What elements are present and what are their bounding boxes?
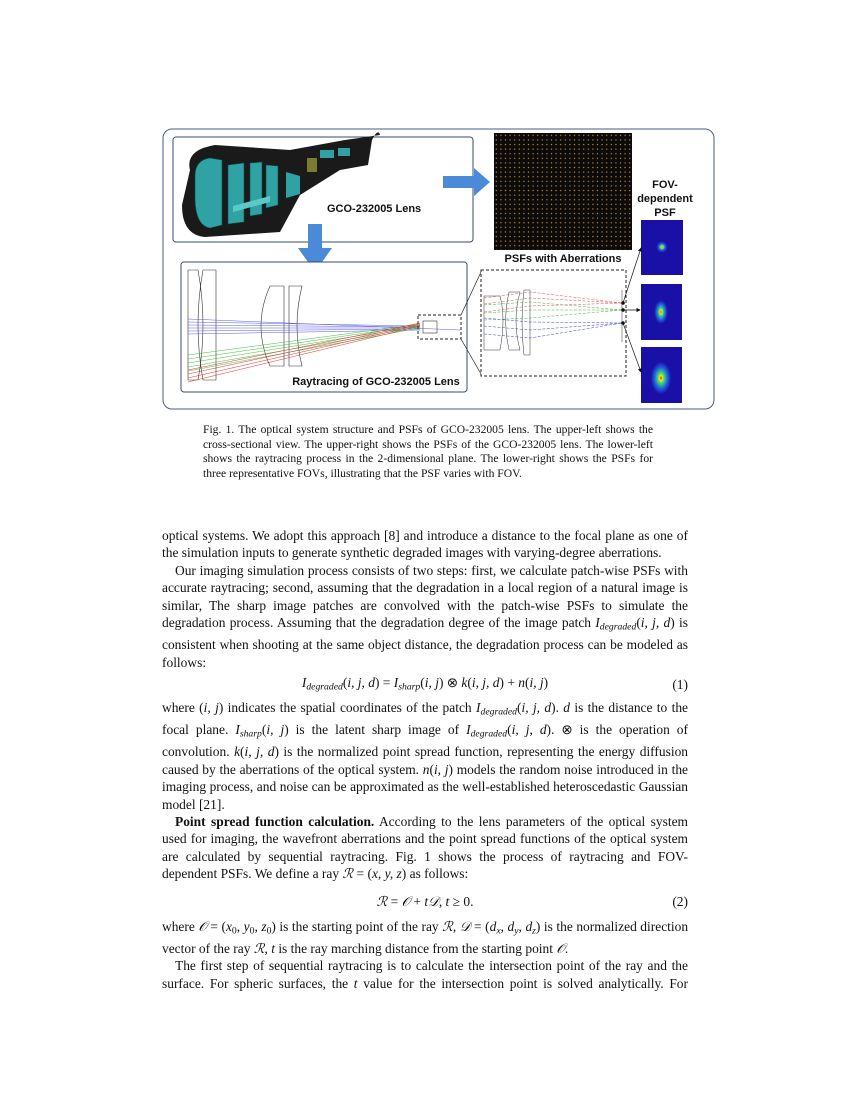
math-text: I [476,700,481,716]
math-text: z [261,918,267,934]
math-text: t [271,940,275,956]
text-run: ) [543,675,549,691]
math-text: I [301,675,307,691]
math-text: x, y, z [371,866,402,882]
paragraph-1 [162,527,688,562]
math-text: n [518,675,525,691]
math-text: i, j, d [521,700,552,716]
text-run: , [254,918,262,934]
text-run: ( [507,722,512,738]
raytracing-label: Raytracing of GCO-232005 Lens [292,376,460,388]
math-text: 0 [266,925,272,937]
raytracing-panel [181,262,467,392]
run-in-heading: Point spread function calculation. [175,813,375,829]
text-run: ). [551,700,564,716]
text-run: value for the intersection point is solved analytically. For [357,975,688,991]
math-text: d [489,918,497,934]
math-text: I [595,615,600,631]
math-text: t [445,893,450,909]
math-text: t [353,975,358,991]
text-run: ( [342,675,348,691]
text-run: ( [429,761,434,777]
math-text: y [243,918,250,934]
math-text: d [525,918,533,934]
text-run: optical systems. We adopt this approach [8] and introduce a distance to the focal plane as one of the simulation inputs to generate synthetic degraded images with varying-degree aberrations. [162,528,688,561]
math-text: sharp [239,728,262,740]
paragraph-3 [162,699,688,813]
text-run: The first step of sequential raytracing is to calculate the intersection point of the ray and the surface. For spheric surfaces, the [162,958,688,991]
figure-1 [160,125,720,415]
text-run: ( [420,675,425,691]
math-text: ℛ [376,893,388,909]
fov-label-3: PSF [654,207,676,219]
text-run: ( [240,744,245,760]
math-text: i, j [433,761,449,777]
text-run: + [410,893,425,909]
psf-grid-label: PSFs with Aberrations [504,253,622,265]
fov-psf-1 [641,220,683,275]
math-text: i, j [424,675,439,691]
math-text: i, j, d [471,675,500,691]
text-run: , [452,918,460,934]
paragraph-4 [162,813,688,883]
text-run: ( [636,615,641,631]
math-text: 0 [249,925,255,937]
math-text: y [514,925,519,937]
math-text: 𝒪 [198,918,207,934]
math-text: ℛ [442,918,453,934]
text-run: ) = [374,675,394,691]
text-run: ). ⊗ is the operation of convolution. [162,722,689,760]
math-text: I [235,722,240,738]
text-run: ( [261,722,267,738]
text-run: where [162,918,199,934]
math-text: i, j, d [347,675,375,691]
math-text: x [225,918,232,934]
figure-caption: Fig. 1. The optical system structure and PSFs of GCO-232005 lens. The upper-left shows the cross-sectional view. The upper-right shows the PSFs of the GCO-232005 lens. The lower-left shows the raytracing process in the 2-dimensional plane. The lower-right shows the PSFs for three representative FOVs, illustrating that the PSF varies with FOV. [203,423,653,481]
math-text: 𝒪 [401,893,411,909]
text-run: ) [670,615,675,631]
body-text [162,527,688,992]
text-run: , [236,918,244,934]
math-text: d [563,700,571,716]
lens-label: GCO-232005 Lens [327,203,422,215]
text-run: ( [467,675,472,691]
math-text: I [466,722,471,738]
math-text: i, j [266,722,285,738]
text-run: = ( [353,866,372,882]
math-text: k [234,744,241,760]
fov-label-2: dependent [637,193,693,205]
paragraph-2 [162,562,688,671]
text-run: Our imaging simulation process consists of two steps: first, we calculate patch-wise PSFs with accurate raytracing; second, assuming that the degradation in a local region of a natural image is similar, The sharp image patches are convolved with the patch-wise PSFs to simulate the degradation process. Assuming that the degradation degree of the image patch [162,562,688,631]
text-run: ) is the latent sharp image of [284,722,467,738]
math-text: i, j, d [511,722,547,738]
math-text: degraded [480,706,518,718]
math-text: x [496,925,501,937]
text-run: ) is the normalized point spread function, representing the energy diffusion caused by the aberrations of the optical system. [162,744,689,777]
math-text: ℛ [253,940,265,956]
text-run: where ( [162,700,204,716]
paragraph-5 [162,918,688,957]
text-run: = ( [470,918,490,934]
fov-psf-2 [641,284,682,340]
math-text: k [461,675,468,691]
text-run: ) + [499,675,519,691]
math-text: d [507,918,515,934]
text-run: , [518,918,526,934]
math-text: degraded [599,621,637,633]
lens-cross-section-panel [173,132,473,242]
math-text: i, j [203,700,219,716]
text-run: , [500,918,508,934]
text-run: ≥ 0. [449,893,474,909]
text-run: . [564,940,569,956]
math-text: n [422,761,430,777]
text-run: = [387,893,402,909]
text-run: ) as follows: [401,866,469,882]
math-text: 𝒟 [459,918,471,934]
text-run: is the ray marching distance from the starting point [274,940,557,956]
paragraph-6 [162,957,688,992]
math-text: 0 [231,925,237,937]
text-run: is consistent when shooting at the same object distance, the degradation process can be modeled as follows: [162,615,688,670]
equation-1-number: (1) [672,677,688,693]
psf-grid-image [494,133,632,250]
text-run: = ( [206,918,226,934]
fov-psf-3 [641,347,682,403]
equation-1 [162,671,688,699]
text-run: ( [517,700,522,716]
equation-2-number: (2) [672,893,688,909]
text-run: is the distance to the focal plane. [162,700,689,738]
math-text: sharp [398,681,421,693]
text-run: ) ⊗ [438,675,462,691]
math-text: I [393,675,399,691]
math-text: ℛ [342,866,354,882]
text-run: ) is the starting point of the ray [271,918,443,934]
math-text: z [532,925,536,937]
equation-2 [162,883,688,918]
fov-label-1: FOV- [652,179,678,191]
equation-2-body [202,893,648,910]
text-run: , [264,940,272,956]
math-text: i, j, d [244,744,275,760]
math-text: degraded [306,681,343,693]
equation-1-body [202,674,648,695]
math-text: degraded [470,728,508,740]
text-run: According to the lens parameters of the optical system used for imaging, the wavefront aberrations and the point spread functions of the optical system are calculated by sequential raytracing. Fig. 1 shows the process of raytracing and FOV-dependent PSFs. We define a ray [162,813,688,882]
math-text: i, j, d [640,615,671,631]
text-run: ) models the random noise introduced in the imaging process, and noise can be approximated as the well-established heteroscedastic Gaussian model [21]. [162,761,688,812]
text-run: ( [524,675,530,691]
math-text: 𝒪 [556,940,565,956]
math-text: t𝒟 [424,893,439,909]
text-run: , [438,893,446,909]
text-run: ) is the normalized direction vector of the ray [162,918,689,956]
math-text: i, j [529,675,544,691]
text-run: ) indicates the spatial coordinates of the patch [218,700,476,716]
